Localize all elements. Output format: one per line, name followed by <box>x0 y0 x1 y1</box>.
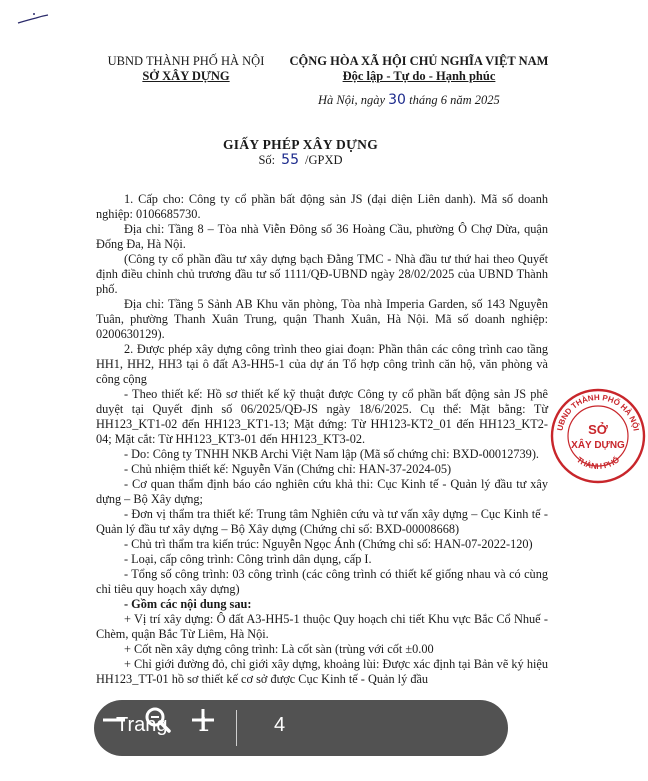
paragraph: (Công ty cổ phần đầu tư xây dựng bạch Đằng TMC - Nhà đầu tư thứ hai theo Quyết định điều chỉnh chủ trương đầu tư số 1111/QĐ-UBND ngày 28/02/2025 của UBND Thành phố. <box>96 252 548 296</box>
paragraph: - Gồm các nội dung sau: <box>124 597 252 611</box>
seal-bottom-text: THÀNH PHỐ <box>574 455 622 472</box>
seal-center-line2: XÂY DỰNG <box>571 440 625 451</box>
page-navigation-toolbar <box>94 700 508 756</box>
current-page-input[interactable]: 1 <box>198 714 210 736</box>
paragraph: - Chủ trì thẩm tra kiến trúc: Nguyễn Ngọc Ánh (Chứng chỉ số: HAN-07-2022-120) <box>124 537 533 551</box>
pen-mark <box>14 10 54 30</box>
paragraph: - Chủ nhiệm thiết kế: Nguyễn Văn (Chứng chỉ: HAN-37-2024-05) <box>124 462 452 476</box>
paragraph: - Cơ quan thẩm định báo cáo nghiên cứu khả thi: Cục Kinh tế - Quản lý đầu tư xây dựng – Bộ Xây dựng; <box>96 477 548 506</box>
paragraph: Địa chỉ: Tầng 8 – Tòa nhà Viễn Đông số 36 Hoàng Cầu, phường Ô Chợ Dừa, quận Đống Đa, Hà Nội. <box>96 222 548 251</box>
paragraph: - Tổng số công trình: 03 công trình (các công trình có thiết kế giống nhau và có cùng chỉ tiêu quy hoạch xây dựng) <box>96 567 548 596</box>
paragraph: + Chỉ giới đường đỏ, chỉ giới xây dựng, khoảng lùi: Được xác định tại Bản vẽ ký hiệu HH123_TT-01 hồ sơ thiết kế cơ sở được Cục Kinh tế - Quản lý đầu <box>96 657 548 686</box>
date-day-handwritten: 30 <box>388 92 406 108</box>
paragraph: 2. Được phép xây dựng công trình theo giai đoạn: Phần thân các công trình cao tầng HH1, HH2, HH3 tại ô đất A3-HH5-1 của dự án Tổ hợp công trình căn hộ, văn phòng và công cộng <box>96 342 548 386</box>
paragraph: - Loại, cấp công trình: Công trình dân dụng, cấp I. <box>124 552 372 566</box>
paragraph: - Do: Công ty TNHH NKB Archi Việt Nam lập (Mã số chứng chỉ: BXD-00012739). <box>124 447 539 461</box>
national-motto <box>278 54 560 84</box>
paragraph: + Cốt nền xây dựng công trình: Là cốt sàn (trùng với cốt ±0.00 <box>124 642 434 656</box>
page-separator <box>236 710 237 746</box>
seal-top-text: UBND THÀNH PHỐ HÀ NỘI <box>555 392 641 432</box>
document-title: GIẤY PHÉP XÂY DỰNG <box>222 137 379 152</box>
number-prefix: Số: <box>258 153 276 167</box>
date-suffix: tháng 6 năm 2025 <box>409 93 500 107</box>
paragraph: Địa chỉ: Tầng 5 Sảnh AB Khu văn phòng, Tòa nhà Imperia Garden, số 143 Nguyễn Tuân, phường Thanh Xuân Trung, quận Thanh Xuân, Hà Nội. Mã số doanh nghiệp: 0200630129). <box>96 297 548 341</box>
issue-date <box>318 92 500 108</box>
official-red-seal <box>548 386 648 486</box>
issuer-authority: UBND THÀNH PHỐ HÀ NỘI <box>107 54 265 68</box>
page-label: Trang <box>116 714 168 736</box>
number-handwritten: 55 <box>281 152 299 168</box>
document-number <box>0 152 601 168</box>
paragraph: - Theo thiết kế: Hồ sơ thiết kế kỹ thuật được Công ty cổ phần bất động sản JS phê duyệt tại Quyết định số 06/2025/QĐ-JS ngày 18/6/2025. Cụ thể: Mặt bằng: Từ HH123_KT1-02 đến HH123_KT1-13; Mặt đứng: Từ HH123-KT2_01 đến HH123_KT2-04; Mặt cắt: Từ HH123_KT3-01 đến HH123_KT3-02. <box>96 387 548 446</box>
paragraph: + Vị trí xây dựng: Ô đất A3-HH5-1 thuộc Quy hoạch chi tiết Khu vực Bắc Cổ Nhuế - Chèm, quận Bắc Từ Liêm, Hà Nội. <box>96 612 548 641</box>
national-title: CỘNG HÒA XÃ HỘI CHỦ NGHĨA VIỆT NAM <box>289 54 549 68</box>
paragraph: - Đơn vị thẩm tra thiết kế: Trung tâm Nghiên cứu và tư vấn xây dựng – Cục Kinh tế - Quản lý đầu tư xây dựng – Bộ Xây dựng (Chứng chỉ số: BXD-00008668) <box>96 507 548 536</box>
number-suffix: /GPXD <box>305 153 343 167</box>
document-body <box>96 192 548 687</box>
motto-line: Độc lập - Tự do - Hạnh phúc <box>342 69 496 83</box>
issuer-header <box>94 54 278 84</box>
issuer-department: SỞ XÂY DỰNG <box>142 69 230 83</box>
paragraph: 1. Cấp cho: Công ty cổ phần bất động sản JS (đại diện Liên danh). Mã số doanh nghiệp: 0106685730. <box>96 192 548 221</box>
date-prefix: Hà Nội, ngày <box>318 93 386 107</box>
seal-center-line1: SỞ <box>588 422 608 437</box>
total-pages: 4 <box>274 714 286 736</box>
